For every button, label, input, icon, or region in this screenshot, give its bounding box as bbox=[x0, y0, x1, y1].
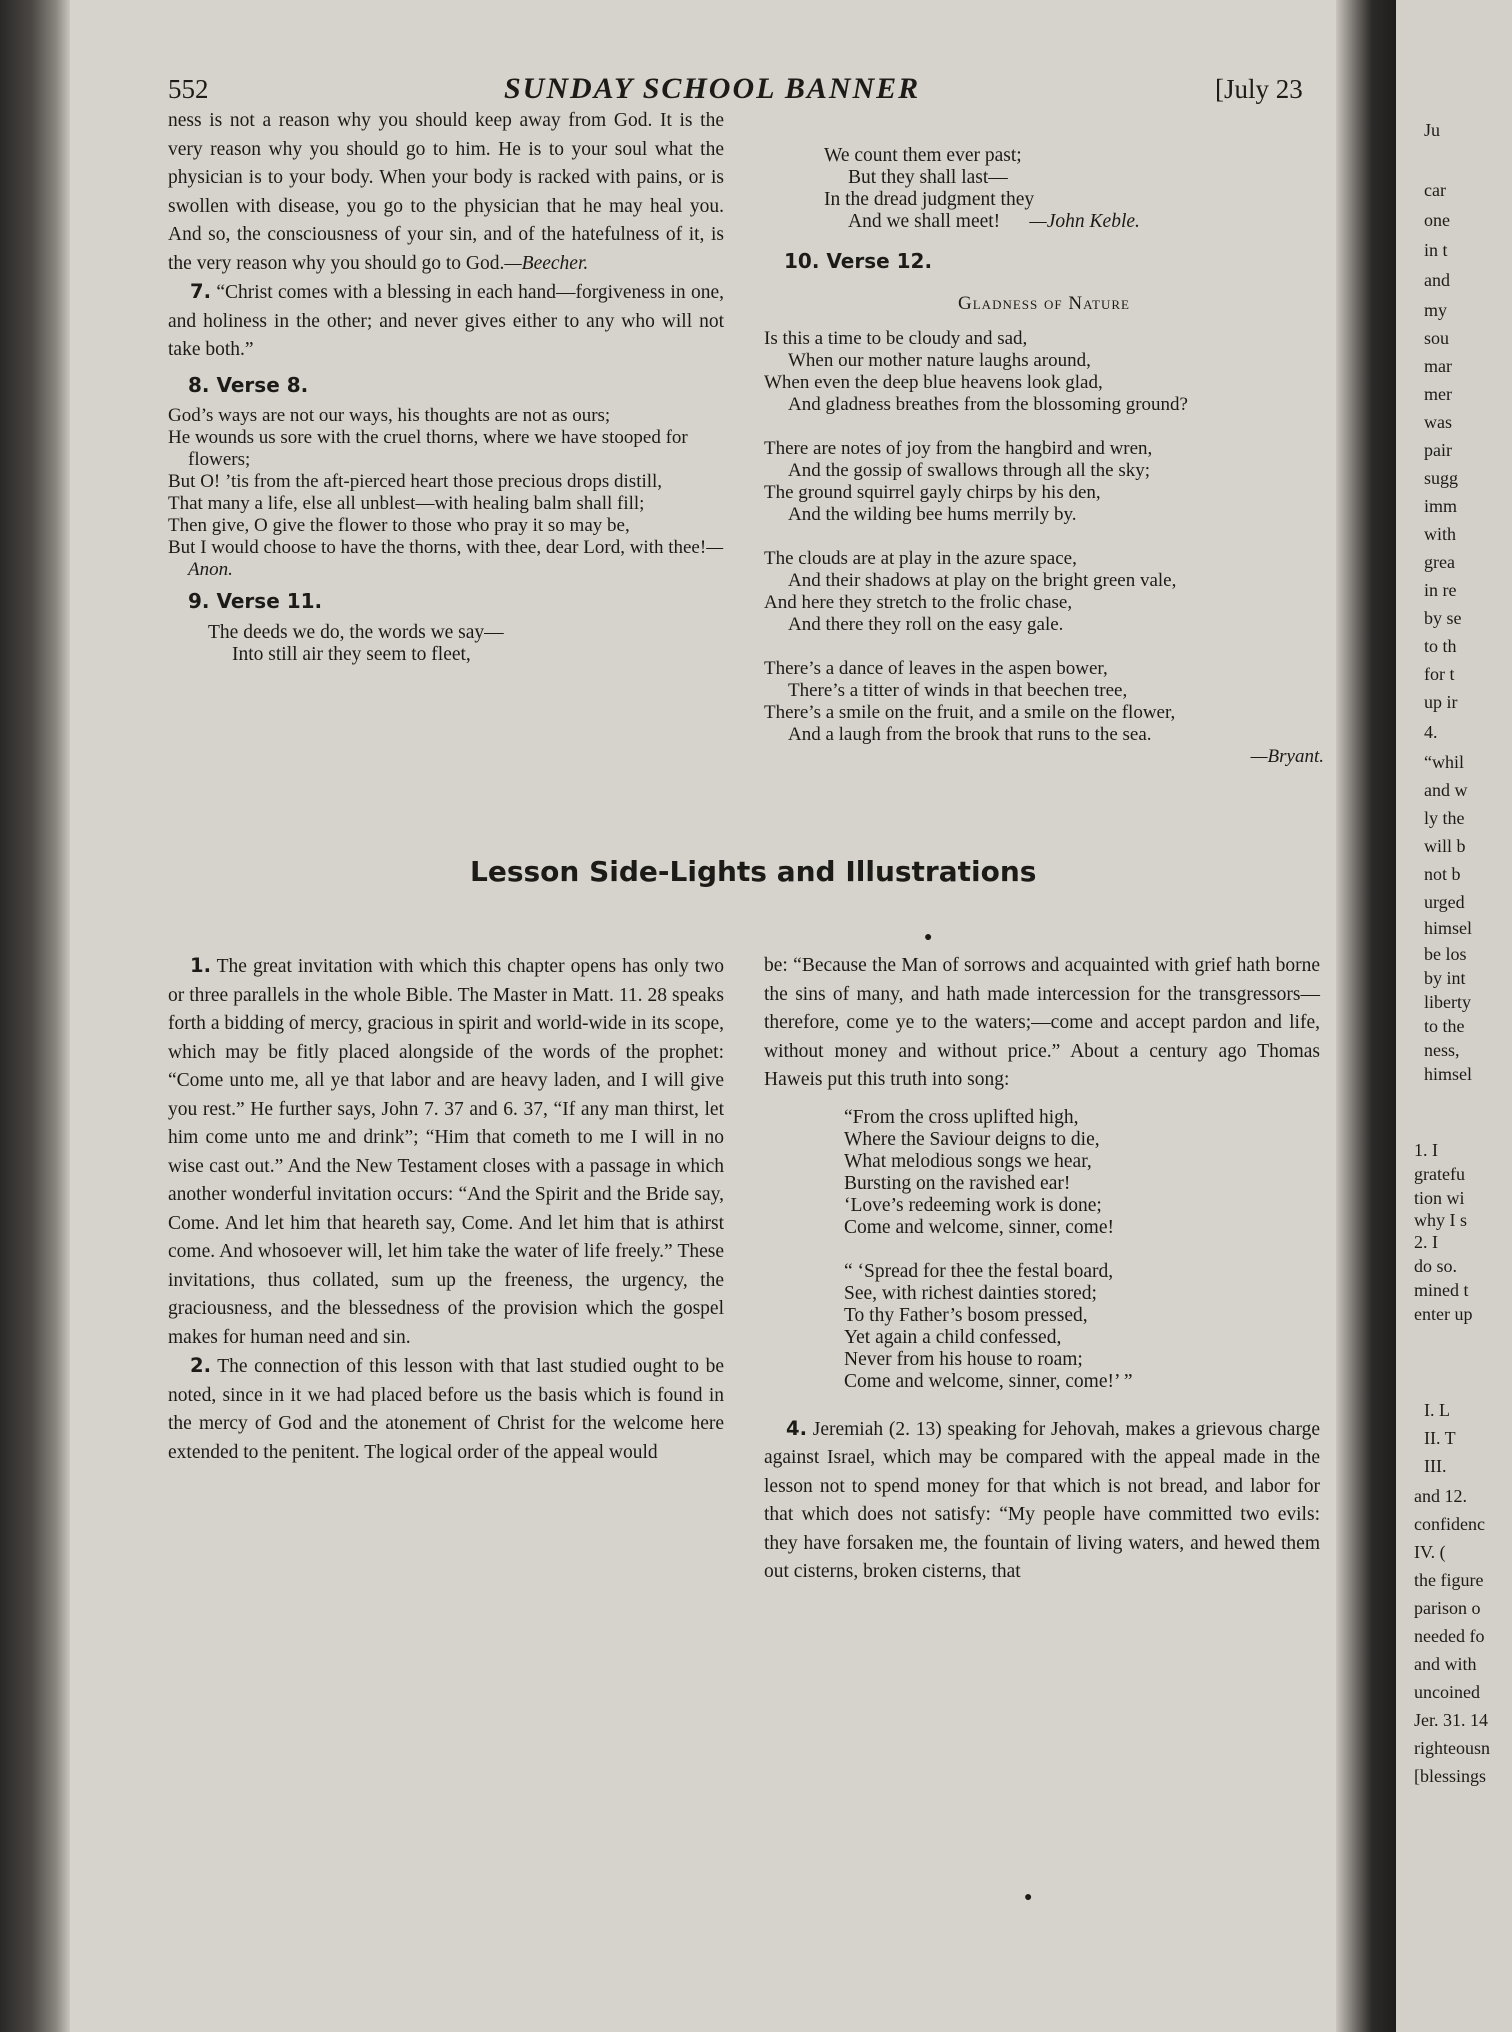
facing-page-text-fragment: IV. ( bbox=[1414, 1542, 1446, 1562]
paragraph-text: The great invitation with which this chapter opens has only two or three parallels in the whole Bible. The Master in Matt. 11. 28 speaks forth a bidding of mercy, gracious in spirit and world-wide in its scope, which may be fitly placed alongside of the words of the prophet: “Come unto me, all ye that labor and are heavy laden, and I will give you rest.” He further says, John 7. 37 and 6. 37, “If any man thirst, let him come unto me and drink”; “Him that cometh to me I will in no wise cast out.” And the New Testament closes with a passage in which another wonderful invitation occurs: “And the Spirit and the Bride say, Come. And let him that heareth say, Come. And let him that is athirst come. And whosoever will, let him take the water of life freely.” These invitations, thus collated, sum up the freeness, the urgency, the graciousness, and the blessedness of the provision which the gospel makes for human need and sin. bbox=[168, 956, 724, 1348]
poem-line: Never from his house to roam; bbox=[844, 1348, 1083, 1370]
facing-page-text-fragment: confidenc bbox=[1414, 1514, 1485, 1534]
poem-line: But O! ’tis from the aft-pierced heart those precious drops distill, bbox=[168, 471, 663, 492]
poem-line: And there they roll on the easy gale. bbox=[788, 614, 1064, 635]
facing-page-text-fragment: my bbox=[1424, 300, 1448, 320]
poem-line: And we shall meet! bbox=[848, 211, 1001, 232]
facing-page-text-fragment: himsel bbox=[1424, 918, 1472, 938]
facing-page-text-fragment: I. L bbox=[1424, 1400, 1450, 1420]
facing-page-text-fragment: be los bbox=[1424, 944, 1467, 964]
running-title: SUNDAY SCHOOL BANNER bbox=[504, 72, 921, 105]
poem-line: There’s a smile on the fruit, and a smile on the flower, bbox=[764, 702, 1176, 723]
facing-page-text-fragment: [blessings bbox=[1414, 1766, 1486, 1786]
poem-line: But they shall last— bbox=[848, 167, 1008, 188]
attribution: —John Keble. bbox=[1029, 211, 1140, 232]
item-number: 2. bbox=[190, 1354, 211, 1377]
poem-line: ‘Love’s redeeming work is done; bbox=[844, 1194, 1102, 1216]
poem-line: There’s a titter of winds in that beechen tree, bbox=[788, 680, 1128, 701]
poem-line: And a laugh from the brook that runs to the sea. bbox=[788, 724, 1152, 745]
attribution: —Anon. bbox=[188, 537, 724, 580]
facing-page-text-fragment: III. bbox=[1424, 1456, 1447, 1476]
facing-page-text-fragment: and bbox=[1424, 270, 1450, 290]
attribution: —Beecher. bbox=[504, 252, 589, 274]
hymn-stanza-1 bbox=[764, 1107, 1320, 1239]
poem-line: “From the cross uplifted high, bbox=[844, 1106, 1079, 1128]
book-binding bbox=[0, 0, 70, 2032]
facing-page-text-fragment: righteousn bbox=[1414, 1738, 1490, 1758]
attribution: —Bryant. bbox=[1250, 746, 1324, 767]
poem-line: That many a life, else all unblest—with healing balm shall fill; bbox=[168, 493, 645, 514]
facing-page-text-fragment: mar bbox=[1424, 356, 1452, 376]
verse-heading: 9. Verse 11. bbox=[188, 589, 323, 613]
facing-page-text-fragment: by se bbox=[1424, 608, 1462, 628]
poem-line: And here they stretch to the frolic chase, bbox=[764, 592, 1073, 613]
poem-line: Into still air they seem to fleet, bbox=[232, 643, 471, 665]
poem-line: The ground squirrel gayly chirps by his den, bbox=[764, 482, 1101, 503]
paragraph bbox=[168, 278, 724, 365]
facing-page-text-fragment: Jer. 31. 14 bbox=[1414, 1710, 1488, 1730]
poem-line: But I would choose to have the thorns, with thee, dear Lord, with thee! bbox=[168, 537, 707, 558]
poem-line: Is this a time to be cloudy and sad, bbox=[764, 328, 1028, 349]
bullet-ornament: ● bbox=[1024, 1890, 1033, 1905]
facing-page-text-fragment: tion wi bbox=[1414, 1188, 1465, 1208]
facing-page-text-fragment: parison o bbox=[1414, 1598, 1481, 1618]
paragraph: be: “Because the Man of sorrows and acquainted with grief hath borne the sins of many, and hath made intercession for the transgressors—therefore, come ye to the waters;—come and accept pardon and life, without money and without price.” About a century ago Thomas Haweis put this truth into song: bbox=[764, 955, 1320, 1090]
page-gutter bbox=[1336, 0, 1396, 2032]
column-1 bbox=[168, 107, 724, 666]
poem-line: In the dread judgment they bbox=[824, 189, 1035, 210]
poem-line: There’s a dance of leaves in the aspen bower, bbox=[764, 658, 1108, 679]
poem-stanza bbox=[764, 548, 1324, 636]
paragraph bbox=[168, 952, 724, 1352]
poem-title: Gladness of Nature bbox=[958, 292, 1130, 314]
facing-page-text-fragment: do so. bbox=[1414, 1256, 1458, 1276]
paragraph bbox=[168, 107, 724, 278]
item-number: 4. bbox=[786, 1416, 807, 1440]
facing-page-text-fragment: and w bbox=[1424, 780, 1468, 800]
paragraph-text: The connection of this lesson with that last studied ought to be noted, since in it we had placed before us the basis which is found in the mercy of God and the atonement of Christ for the welcome here extended to the penitent. The logical order of the appeal would bbox=[168, 1356, 724, 1463]
facing-page-text-fragment: in re bbox=[1424, 580, 1457, 600]
facing-page-text-fragment: the figure bbox=[1414, 1570, 1484, 1590]
poem-line: Bursting on the ravished ear! bbox=[844, 1172, 1071, 1194]
facing-page-text-fragment: and 12. bbox=[1414, 1486, 1467, 1506]
facing-page-text-fragment: needed fo bbox=[1414, 1626, 1485, 1646]
paragraph-text: ness is not a reason why you should keep away from God. It is the very reason why you should go to him. He is to your soul what the physician is to your body. When your body is racked with pains, or is swollen with disease, you go to the physician that he may heal you. And so, the consciousness of your sin, and of the hatefulness of it, is the very reason why you should go to God. bbox=[168, 110, 724, 274]
verse-heading: 10. Verse 12. bbox=[784, 249, 933, 273]
item-number: 7. bbox=[190, 280, 211, 303]
paragraph bbox=[168, 1352, 724, 1467]
poem-line: There are notes of joy from the hangbird and wren, bbox=[764, 438, 1153, 459]
facing-page-text-fragment: with bbox=[1424, 524, 1457, 544]
column-3 bbox=[168, 952, 724, 1467]
facing-page-text-fragment: urged bbox=[1424, 892, 1465, 912]
poem-line: And gladness breathes from the blossoming ground? bbox=[788, 394, 1188, 415]
poem-line: Where the Saviour deigns to die, bbox=[844, 1128, 1100, 1150]
facing-page-text-fragment: to th bbox=[1424, 636, 1457, 656]
facing-page-text-fragment: by int bbox=[1424, 968, 1466, 988]
poem-verse-11-cont bbox=[764, 145, 1324, 233]
poem-stanza bbox=[764, 438, 1324, 526]
facing-page-text-fragment: grea bbox=[1424, 552, 1455, 572]
facing-page-text-fragment: mined t bbox=[1414, 1280, 1469, 1300]
facing-page-text-fragment: will b bbox=[1424, 836, 1466, 856]
page-number: 552 bbox=[168, 74, 209, 104]
column-2 bbox=[764, 145, 1324, 790]
facing-page-text-fragment: uncoined bbox=[1414, 1682, 1480, 1702]
poem-line: The deeds we do, the words we say— bbox=[208, 621, 504, 643]
poem-line: Yet again a child confessed, bbox=[844, 1326, 1062, 1348]
facing-page-text-fragment: “whil bbox=[1424, 752, 1464, 772]
facing-page-text-fragment: himsel bbox=[1424, 1064, 1472, 1084]
facing-page-text-fragment: why I s bbox=[1414, 1210, 1467, 1230]
facing-page-text-fragment: enter up bbox=[1414, 1304, 1473, 1324]
facing-page-text-fragment: not b bbox=[1424, 864, 1461, 884]
paragraph-text: Jeremiah (2. 13) speaking for Jehovah, makes a grievous charge against Israel, which may be compared with the appeal made in the lesson not to spend money for that which is not bread, and labor for that which does not satisfy: “My people have committed two evils: they have forsaken me, the fountain of living waters, and hewed them out cisterns, broken cisterns, that bbox=[764, 1418, 1320, 1582]
poem-line: And the gossip of swallows through all the sky; bbox=[788, 460, 1151, 481]
facing-page-text-fragment: sou bbox=[1424, 328, 1450, 348]
facing-page-text-fragment: sugg bbox=[1424, 468, 1459, 488]
facing-page-text-fragment: up ir bbox=[1424, 692, 1458, 712]
item-number: 1. bbox=[190, 954, 211, 977]
facing-page-text-fragment: liberty bbox=[1424, 992, 1471, 1012]
poem-line: See, with richest dainties stored; bbox=[844, 1282, 1097, 1304]
column-4 bbox=[764, 952, 1320, 1587]
poem-verse-8 bbox=[168, 405, 724, 581]
section-heading: Lesson Side-Lights and Illustrations bbox=[470, 855, 1037, 888]
poem-line: To thy Father’s bosom pressed, bbox=[844, 1304, 1088, 1326]
facing-page-text-fragment: car bbox=[1424, 180, 1446, 200]
poem-line: And their shadows at play on the bright green vale, bbox=[788, 570, 1177, 591]
facing-page-text-fragment: for t bbox=[1424, 664, 1455, 684]
poem-line: Come and welcome, sinner, come!’ ” bbox=[844, 1370, 1133, 1392]
paragraph bbox=[764, 1415, 1320, 1587]
poem-line: Then give, O give the flower to those who pray it so may be, bbox=[168, 515, 630, 536]
facing-page-text-fragment: one bbox=[1424, 210, 1450, 230]
facing-page-text-fragment: mer bbox=[1424, 384, 1452, 404]
poem-line: When our mother nature laughs around, bbox=[788, 350, 1091, 371]
poem-line: God’s ways are not our ways, his thoughts are not as ours; bbox=[168, 405, 611, 426]
poem-stanza bbox=[764, 328, 1324, 416]
verse-heading: 8. Verse 8. bbox=[188, 372, 309, 397]
poem-line: What melodious songs we hear, bbox=[844, 1150, 1092, 1172]
facing-page-text-fragment: gratefu bbox=[1414, 1164, 1465, 1184]
poem-line: He wounds us sore with the cruel thorns, where we have stooped for flowers; bbox=[168, 427, 688, 470]
facing-page-text-fragment: 1. I bbox=[1414, 1140, 1438, 1160]
facing-page-text-fragment: 2. I bbox=[1414, 1232, 1438, 1252]
facing-page-text-fragment: was bbox=[1424, 412, 1452, 432]
facing-page-text-fragment: 4. bbox=[1424, 722, 1438, 742]
facing-page-text-fragment: imm bbox=[1424, 496, 1458, 516]
facing-page-text-fragment: and with bbox=[1414, 1654, 1477, 1674]
poem-line: The clouds are at play in the azure space, bbox=[764, 548, 1077, 569]
poem-stanza bbox=[764, 658, 1324, 768]
facing-page-text-fragment: II. T bbox=[1424, 1428, 1456, 1448]
poem-line: We count them ever past; bbox=[824, 145, 1022, 166]
poem-line: And the wilding bee hums merrily by. bbox=[788, 504, 1077, 525]
facing-page-text-fragment: ness, bbox=[1424, 1040, 1460, 1060]
facing-page-text-fragment: in t bbox=[1424, 240, 1448, 260]
poem-line: When even the deep blue heavens look glad, bbox=[764, 372, 1103, 393]
poem-line: Come and welcome, sinner, come! bbox=[844, 1216, 1114, 1238]
poem-gladness-of-nature bbox=[764, 328, 1324, 768]
bullet-ornament: ● bbox=[924, 930, 933, 945]
hymn-stanza-2 bbox=[764, 1261, 1320, 1393]
facing-page-text-fragment: to the bbox=[1424, 1016, 1465, 1036]
facing-page-text-fragment: ly the bbox=[1424, 808, 1465, 828]
poem-line: “ ‘Spread for thee the festal board, bbox=[844, 1260, 1114, 1282]
facing-page-fragment bbox=[1396, 0, 1512, 2032]
facing-page-text-fragment: Ju bbox=[1424, 120, 1441, 140]
poem-verse-11 bbox=[168, 622, 724, 666]
facing-page-text-fragment: pair bbox=[1424, 440, 1452, 460]
paragraph-text: “Christ comes with a blessing in each hand—forgiveness in one, and holiness in the other; and never gives either to any who will not take both.” bbox=[168, 282, 724, 360]
running-date: [July 23 bbox=[1215, 74, 1303, 104]
